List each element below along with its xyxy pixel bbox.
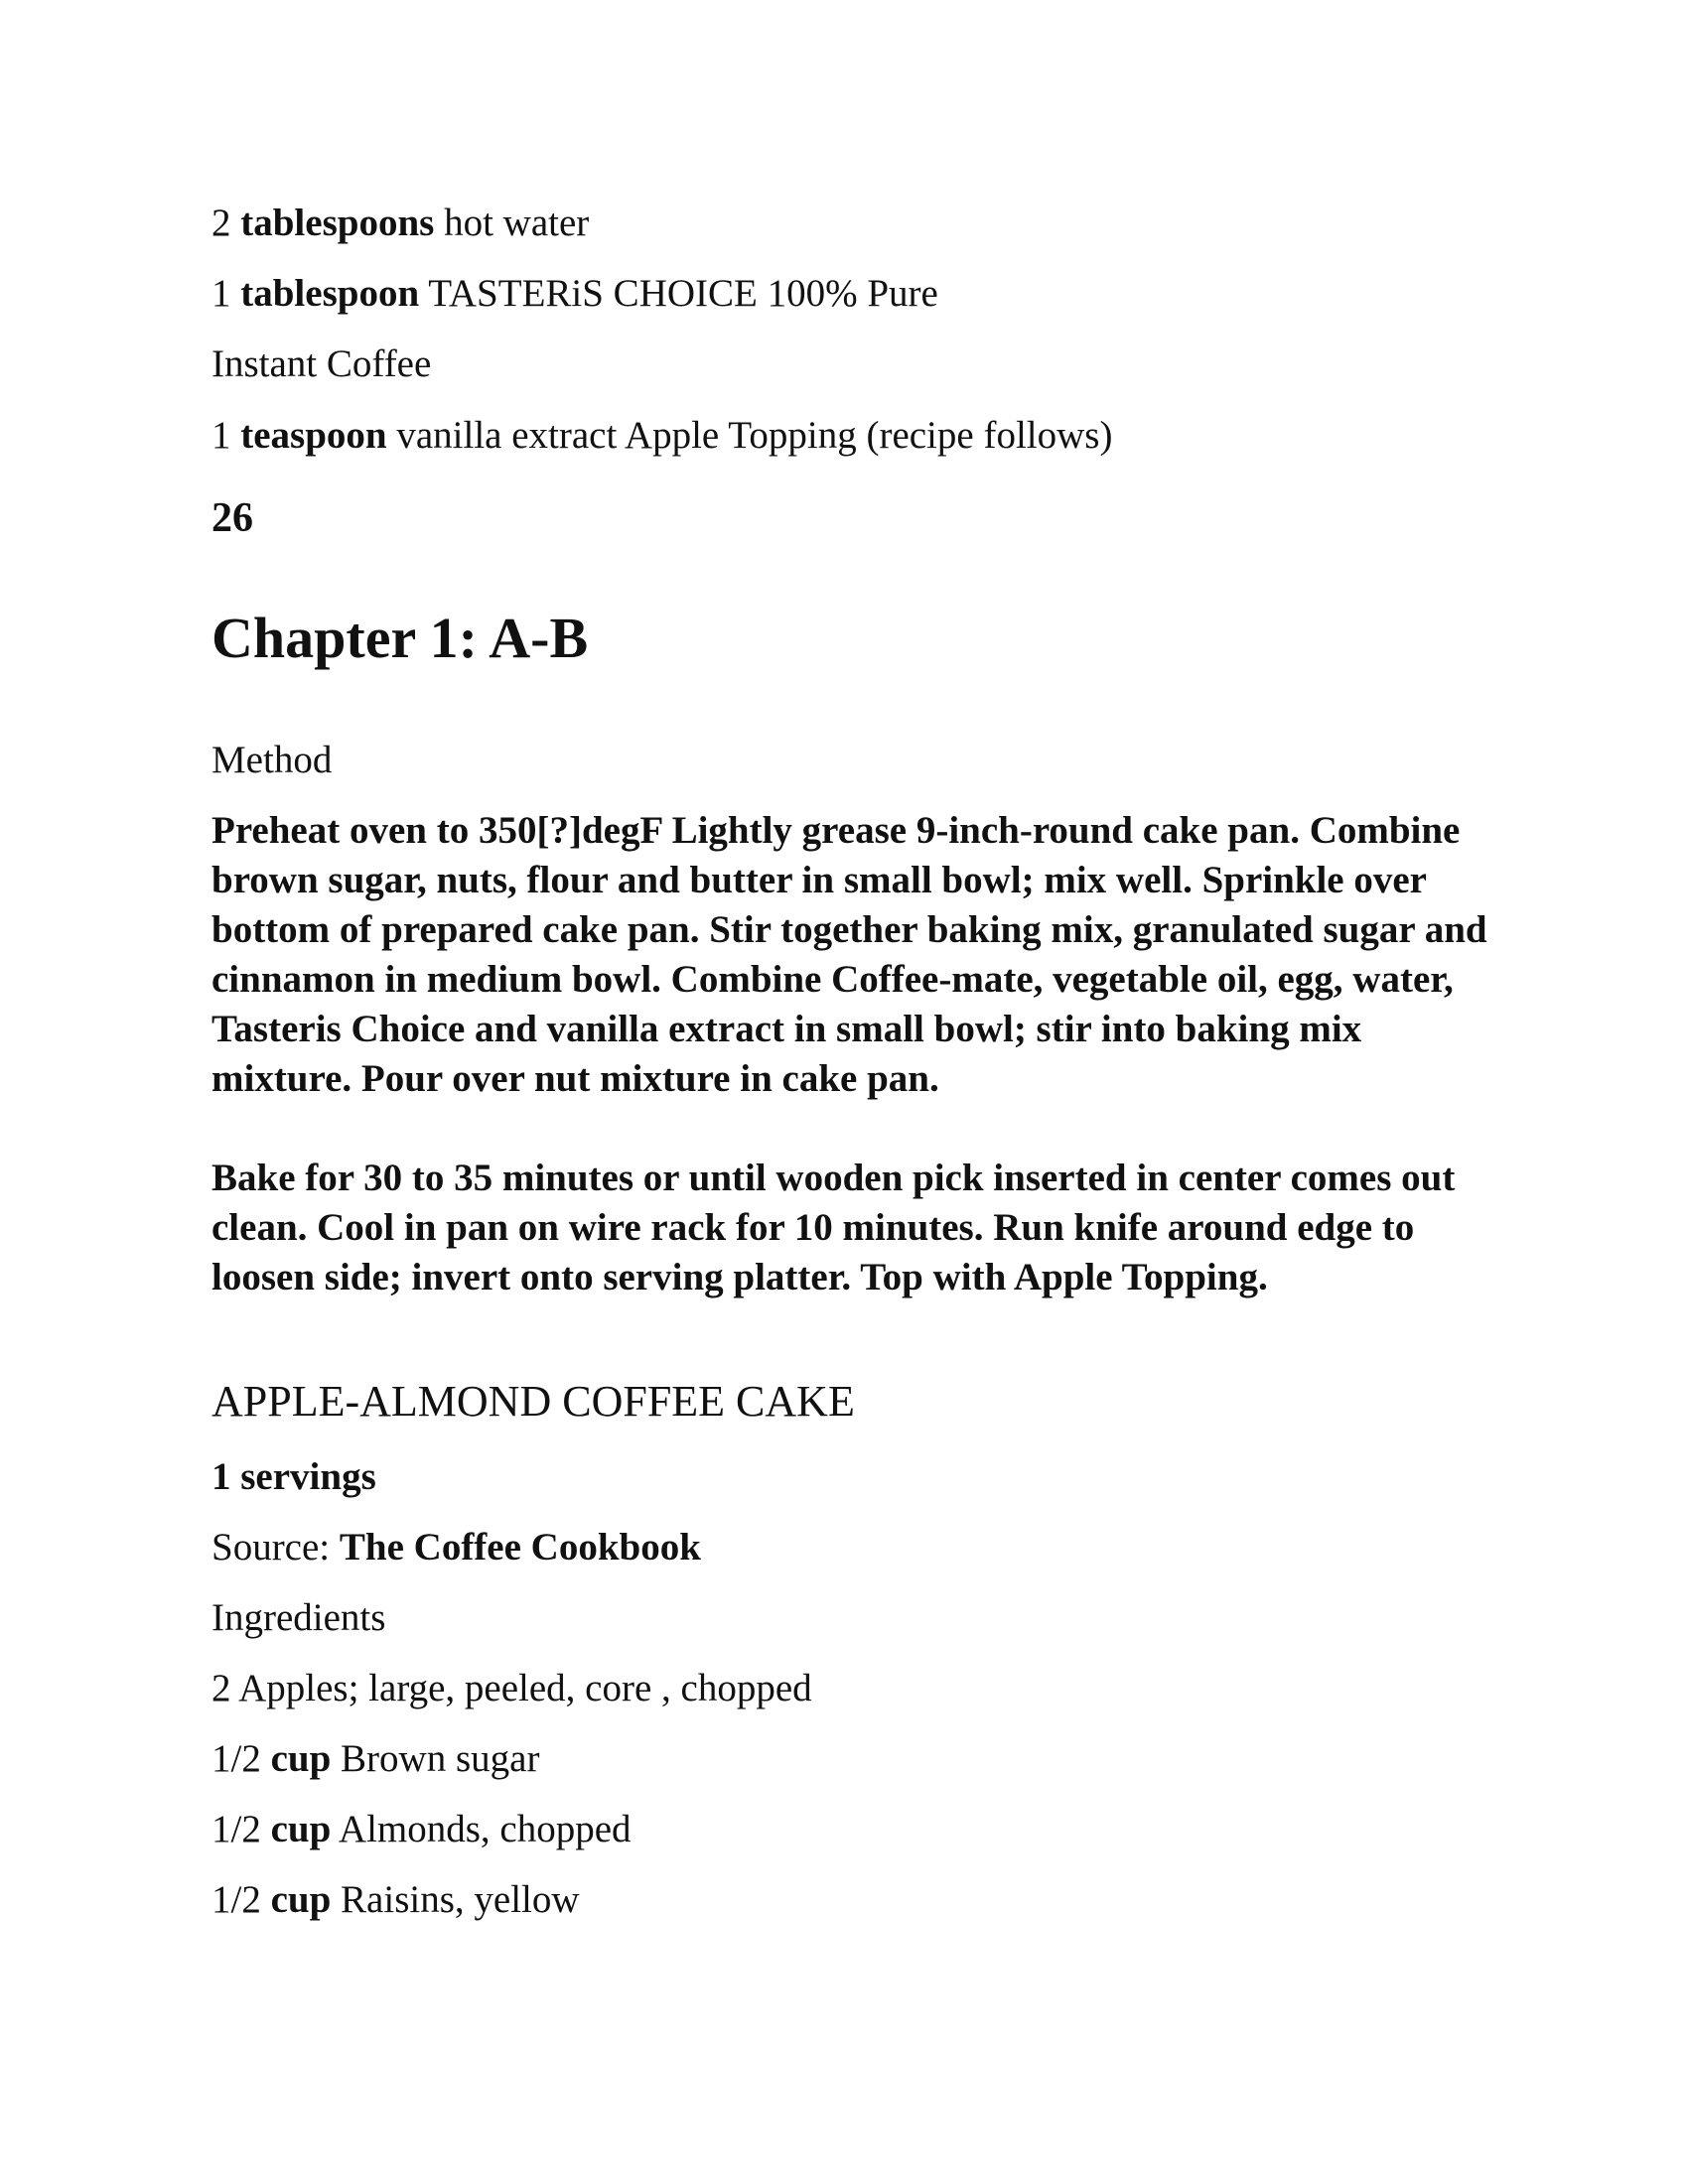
page-number: 26 — [211, 495, 253, 541]
ingredient-qty: 1 — [211, 414, 231, 457]
ingredient-line — [211, 1877, 580, 1923]
ingredient-qty: 1/2 — [211, 1737, 261, 1780]
method-paragraph: Bake for 30 to 35 minutes or until wooden pick inserted in center comes out clean. Cool in pan on wire rack for 10 minutes. Run knife around edge to loosen side; invert onto serving platter. Top with Apple Topping. — [211, 1157, 1456, 1298]
ingredient-line — [211, 413, 1112, 459]
ingredient-line — [211, 201, 589, 246]
ingredient-line — [211, 341, 431, 387]
ingredient-line — [211, 1666, 812, 1711]
ingredient-qty: 2 — [211, 1667, 231, 1709]
ingredient-qty: 1/2 — [211, 1878, 261, 1921]
ingredient-unit: tablespoon — [240, 272, 420, 315]
chapter-title: Chapter 1: A-B — [211, 606, 589, 670]
ingredient-unit: cup — [270, 1878, 332, 1921]
servings — [211, 1454, 376, 1500]
ingredient-item: Instant Coffee — [211, 342, 432, 385]
ingredient-unit: teaspoon — [240, 414, 387, 457]
ingredient-qty: 2 — [211, 202, 231, 244]
ingredient-item: Almonds, chopped — [338, 1808, 632, 1850]
recipe-title: APPLE-ALMOND COFFEE CAKE — [211, 1377, 855, 1426]
ingredient-qty: 1/2 — [211, 1808, 261, 1850]
method-label: Method — [211, 739, 333, 781]
ingredient-unit: cup — [270, 1737, 332, 1780]
source-label: Source: — [211, 1526, 331, 1569]
ingredient-item: Raisins, yellow — [341, 1878, 580, 1921]
ingredient-item: Brown sugar — [341, 1737, 540, 1780]
ingredient-item: Apples; large, peeled, core , chopped — [238, 1667, 812, 1709]
ingredient-qty: 1 — [211, 272, 231, 315]
ingredient-item: hot water — [444, 202, 590, 244]
ingredient-unit: tablespoons — [240, 202, 435, 244]
ingredients-label: Ingredients — [211, 1596, 386, 1639]
recipe-source — [211, 1525, 701, 1570]
ingredient-line — [211, 271, 938, 317]
ingredient-unit: cup — [270, 1808, 332, 1850]
ingredient-item: vanilla extract Apple Topping (recipe follows) — [396, 414, 1113, 457]
method-paragraph: Preheat oven to 350[?]degF Lightly grease 9-inch-round cake pan. Combine brown sugar, nuts, flour and butter in small bowl; mix well. Sprinkle over bottom of prepared cake pan. Stir together baking mix, granulated sugar and cinnamon in medium bowl. Combine Coffee-mate, vegetable oil, egg, water, Tasteris Choice and vanilla extract in small bowl; stir into baking mix mixture. Pour over nut mixture in cake pan. — [211, 809, 1487, 1100]
ingredient-item: TASTERiS CHOICE 100% Pure — [428, 272, 938, 315]
source-value: The Coffee Cookbook — [339, 1526, 701, 1569]
ingredient-line — [211, 1736, 539, 1782]
ingredient-line — [211, 1807, 632, 1852]
servings-value: 1 servings — [211, 1455, 376, 1498]
